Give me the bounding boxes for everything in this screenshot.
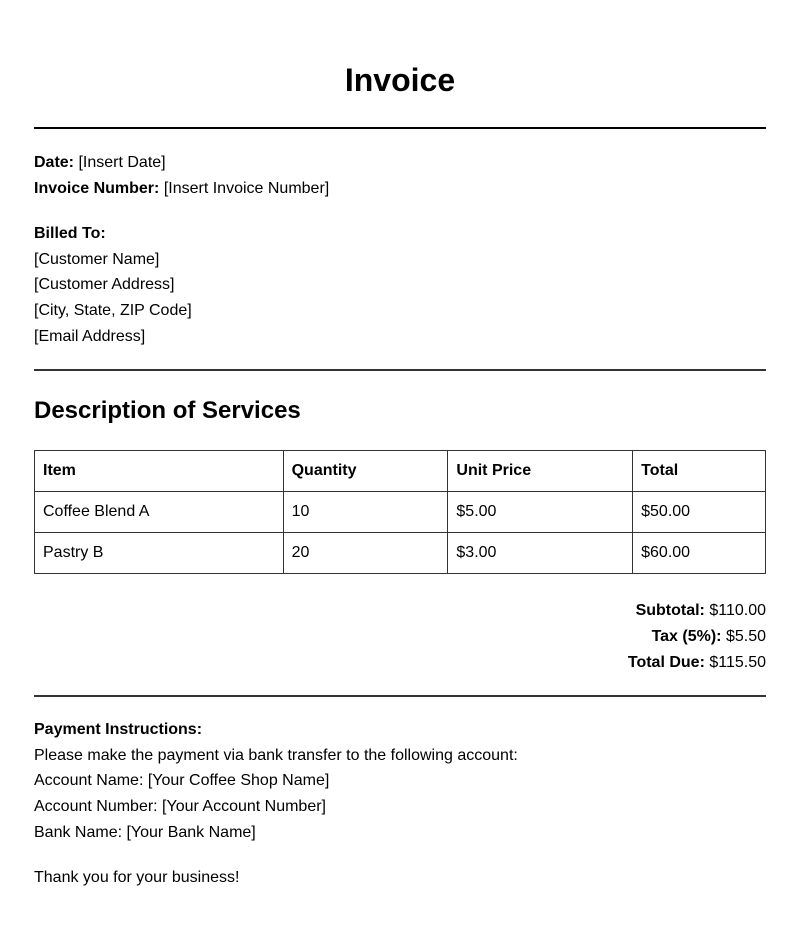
customer-name: [Customer Name] [34,251,160,268]
payment-intro: Please make the payment via bank transfer to the following account: [34,747,518,764]
customer-city-state-zip: [City, State, ZIP Code] [34,302,192,319]
customer-email: [Email Address] [34,328,146,345]
date-value: [Insert Date] [78,154,166,171]
services-table [34,450,766,574]
subtotal-line [636,601,766,621]
cell-quantity: 10 [283,492,448,533]
cell-quantity: 20 [283,533,448,574]
table-row [35,533,766,574]
date-line [34,153,166,173]
total-due-value: $115.50 [709,654,766,671]
subtotal-value: $110.00 [709,602,766,619]
invoice-number-value: [Insert Invoice Number] [163,180,330,197]
billed-to-label: Billed To: [34,225,106,242]
invoice-number-line [34,179,329,199]
customer-address: [Customer Address] [34,276,175,293]
billing-divider [34,369,766,371]
column-header-unit-price: Unit Price [448,451,633,492]
title-divider [34,127,766,129]
payment-account-name: Account Name: [Your Coffee Shop Name] [34,772,330,789]
cell-total: $60.00 [633,533,766,574]
column-header-quantity: Quantity [283,451,448,492]
tax-value: $5.50 [725,628,766,645]
subtotal-label: Subtotal: [635,602,705,619]
payment-bank-name: Bank Name: [Your Bank Name] [34,824,256,841]
cell-item: Coffee Blend A [35,492,284,533]
table-header-row [35,451,766,492]
totals-divider [34,695,766,697]
date-label: Date: [34,154,75,171]
column-header-total: Total [633,451,766,492]
tax-label: Tax (5%): [651,628,722,645]
total-due-line [628,653,766,673]
cell-unit-price: $5.00 [448,492,633,533]
page-title: Invoice [344,62,456,98]
total-due-label: Total Due: [627,654,705,671]
table-row [35,492,766,533]
thank-you-note: Thank you for your business! [34,869,240,886]
services-heading: Description of Services [34,397,301,424]
column-header-item: Item [35,451,284,492]
tax-line [652,627,766,647]
cell-item: Pastry B [35,533,284,574]
cell-total: $50.00 [633,492,766,533]
cell-unit-price: $3.00 [448,533,633,574]
invoice-number-label: Invoice Number: [34,180,160,197]
payment-account-number: Account Number: [Your Account Number] [34,798,326,815]
payment-instructions-label: Payment Instructions: [34,721,203,738]
